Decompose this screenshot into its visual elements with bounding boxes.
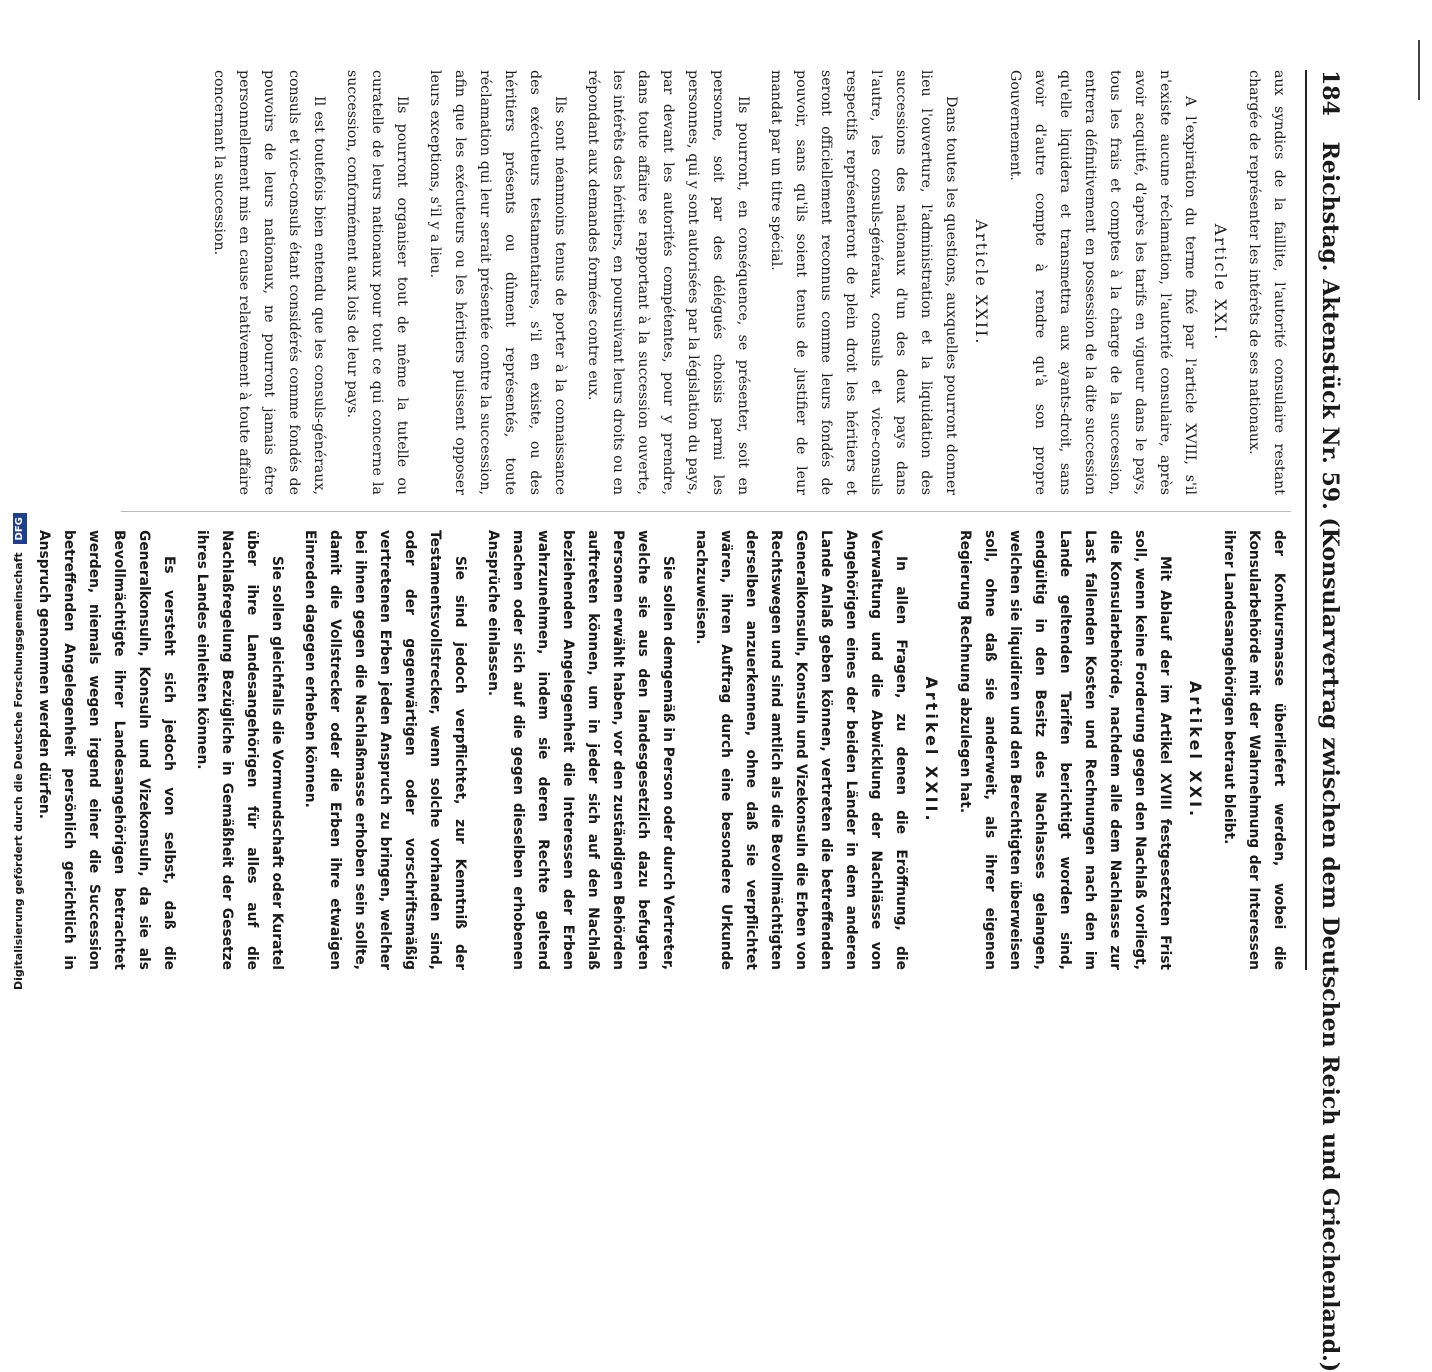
french-paragraph: A l'expiration du terme fixé par l'article XVIII, s'il n'existe aucune réclamation, l'autorité consulaire, après avoir acquitté, d'après les tarifs en vigueur dans le pays, tous les frais et comptes à la charge de la succession, entrera définitivement en possession de la dite succession qu'elle liquidera et transmettra aux ayants-droit, sans avoir d'autre compte à rendre qu'à son propre Gouvernement. — [1007, 70, 1198, 495]
german-paragraph: Es versteht sich jedoch von selbst, daß die Generalkonsuln, Konsuln und Vizekonsuln, da sie als Bevollmächtigte ihrer Landesangehörigen betrachtet werden, niemals wegen irgend einer die Succession betreffenden Angelegenheit persönlich gerichtlich in Anspruch genommen werden dürfen. — [36, 530, 177, 970]
french-paragraph: Ils sont néanmoins tenus de porter à la connaissance des exécuteurs testamentaires, s'il en existe, ou des héritiers présents ou dûment représentés, toute réclamation qui leur serait présentée contre la succession, afin que les exécuteurs ou les héritiers puissent opposer leurs exceptions, s'il y a lieu. — [427, 70, 568, 495]
german-paragraph: Sie sollen demgemäß in Person oder durch Vertreter, welche sie aus den landesgesetzlich dazu befugten Personen erwählt haben, vor den zuständigen Behörden auftreten können, um in jeder sich auf den Nachlaß beziehenden Angelegenheit die Interessen der Erben wahrzunehmen, indem sie deren Rechte geltend machen oder sich auf die gegen dieselben erhobenen Ansprüche einlassen. — [485, 530, 676, 970]
french-paragraph: Ils pourront, en conséquence, se présenter, soit en personne, soit par des délégués choisis parmi les personnes, qui y sont autorisées par la législation du pays, par devant les autorités compétentes, pour y prendre, dans toute affaire se rapportant à la succession ouverte, les intérêts des héritiers, en poursuivant leurs droits ou en répondant aux demandes formées contre eux. — [585, 70, 751, 495]
page-number: 184 — [1317, 70, 1343, 116]
column-divider — [121, 511, 1291, 512]
dfg-logo: DFG — [13, 513, 27, 544]
german-column — [36, 530, 1291, 970]
german-article-heading: Artikel XXI. — [1186, 680, 1205, 820]
scan-edge-mark — [1418, 40, 1420, 100]
footer-text: Digitalisierung gefördert durch die Deutsche Forschungsgemeinschaft — [12, 552, 25, 990]
german-paragraph: In allen Fragen, zu denen die Eröffnung, die Verwaltung und die Abwicklung der Nachlässe von Angehörigen eines der beiden Länder in dem anderen Lande Anlaß geben können, vertreten die betreffenden Generalkonsuln, Konsuln und Vizekonsuln die Erben von Rechtswegen und sind amtlich als die Bevollmächtigten derselben anzuerkennen, ohne daß sie verpflichtet wären, ihren Auftrag durch eine besondere Urkunde nachzuweisen. — [693, 530, 909, 970]
french-paragraph: Il est toutefois bien entendu que les consuls-généraux, consuls et vice-consuls étant considérés comme fondés de pouvoirs de leurs nationaux, ne pourront jamais être personnellement mis en cause relativement à toute affaire concernant la succession. — [211, 70, 327, 495]
french-paragraph: Ils pourront organiser tout de même la tutelle ou curatelle de leurs nationaux pour tout ce qui concerne la succession, conformément aux lois de leur pays. — [344, 70, 410, 495]
german-paragraph: Sie sind jedoch verpflichtet, zur Kenntniß der Testamentsvollstrecker, wenn solche vorhanden sind, oder der gegenwärtigen oder vorschriftsmäßig vertretenen Erben jeden Anspruch zu bringen, welcher bei ihnen gegen die Nachlaßmasse erhoben sein sollte, damit die Vollstrecker oder die Erben ihre etwaigen Einreden dagegen erheben können. — [302, 530, 468, 970]
german-article-heading: Artikel XXII. — [922, 676, 941, 824]
page-title: Reichstag. Aktenstück Nr. 59. (Konsularvertrag zwischen dem Deutschen Reich und Griechenland.) — [1317, 141, 1343, 1372]
header-rule — [1305, 70, 1307, 970]
french-article-heading: Article XXII. — [972, 219, 991, 346]
document-page — [36, 70, 1343, 1372]
page-header — [1305, 70, 1343, 1372]
german-paragraph: Sie sollen gleichfalls die Vormundschaft oder Kuratel über ihre Landesangehörigen für alles auf die Nachlaßregelung Bezügliche in Gemäßheit der Gesetze ihres Landes einleiten können. — [194, 530, 285, 970]
digitization-footer — [8, 517, 30, 990]
french-paragraph: Dans toutes les questions, auxquelles pourront donner lieu l'ouverture, l'administration et la liquidation des successions des nationaux d'un des deux pays dans l'autre, les consuls-généraux, consuls et vice-consuls respectifs représenteront de plein droit les héritiers et seront officiellement reconnus comme leurs fondés de pouvoir, sans qu'ils soient tenus de justifier de leur mandat par un titre spécial. — [768, 70, 959, 495]
german-paragraph: der Konkursmasse überliefert werden, wobei die Konsularbehörde mit der Wahrnehmung der Interessen ihrer Landesangehörigen betraut bleibt. — [1221, 530, 1287, 970]
german-paragraph: Mit Ablauf der im Artikel XVIII festgesetzten Frist soll, wenn keine Forderung gegen den Nachlaß vorliegt, die Konsularbehörde, nachdem alle dem Nachlasse zur Last fallenden Kosten und Rechnungen nach den im Lande geltenden Tarifen berichtigt worden sind, endgültig in den Besitz des Nachlasses gelangen, welchen sie liquidiren und den Berechtigten überweisen soll, ohne daß sie anderweit, als ihrer eigenen Regierung Rechnung abzulegen hat. — [957, 530, 1173, 970]
french-column — [111, 70, 1291, 495]
french-paragraph: aux syndics de la faillite, l'autorité consulaire restant chargée de représenter les intérêts de ses nationaux. — [1246, 70, 1287, 495]
french-article-heading: Article XXI. — [1211, 223, 1230, 342]
